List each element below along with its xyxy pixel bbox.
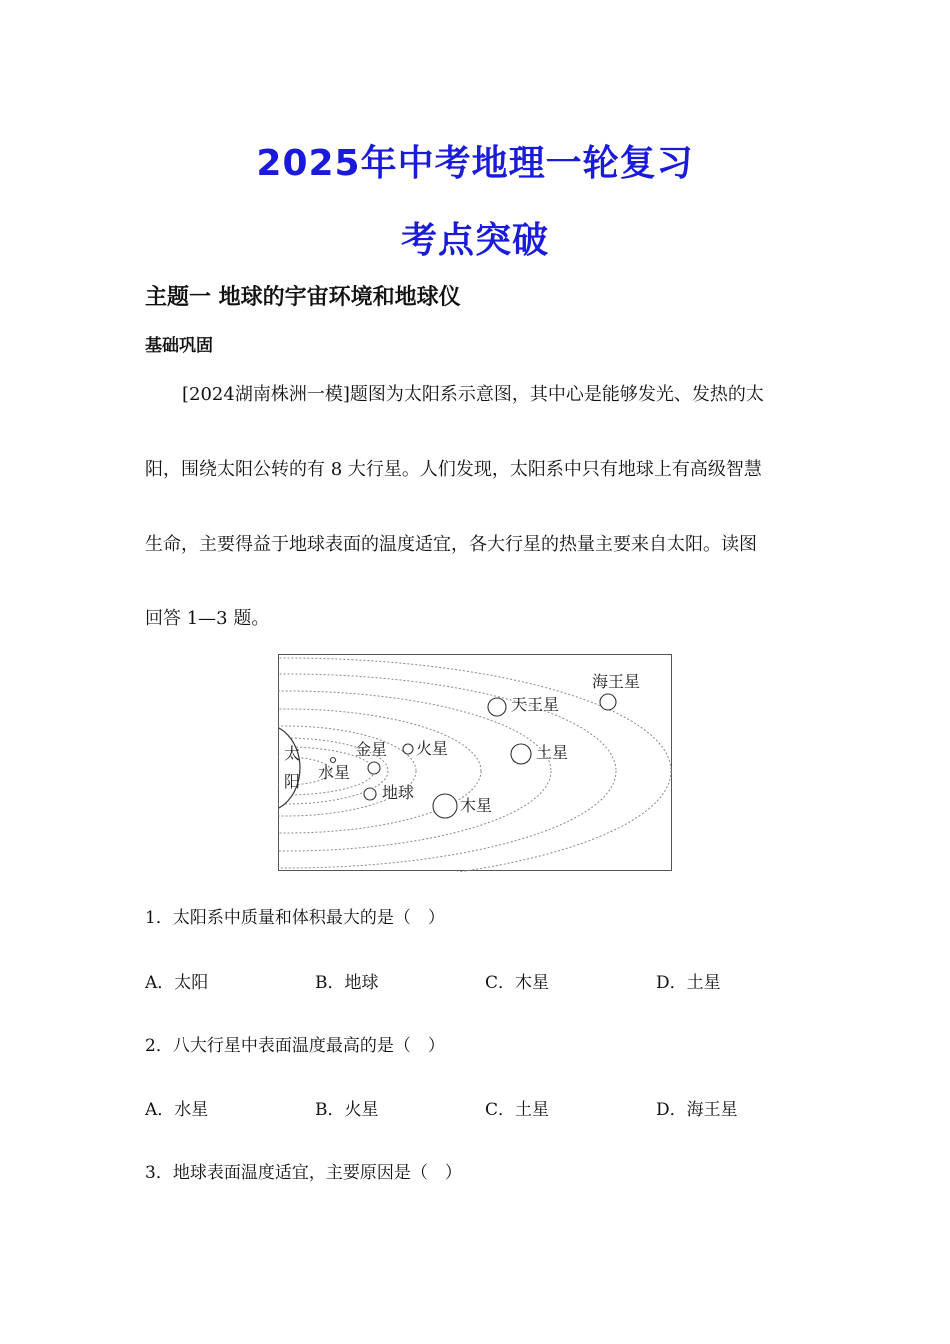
planet-mars [403,744,413,754]
question-2-stem: 2．八大行星中表面温度最高的是（ ） [145,1036,445,1056]
label-venus: 金星 [355,740,388,759]
question-1-option-a: A．太阳 [145,973,209,993]
label-neptune: 海王星 [592,672,641,691]
label-mars: 火星 [416,739,449,758]
question-2-option-a: A．水星 [145,1100,209,1120]
section-heading: 主题一 地球的宇宙环境和地球仪 [145,285,461,310]
question-1-option-d: D．土星 [656,973,721,993]
planet-venus [368,762,380,774]
solar-system-diagram [278,654,673,872]
planet-mercury [331,758,336,763]
question-1-option-b: B．地球 [315,973,379,993]
planet-jupiter [433,794,457,818]
question-2-option-b: B．火星 [315,1100,379,1120]
planet-earth [364,788,376,800]
intro-line-4: 回答 1—3 题。 [145,608,270,629]
sun-label-1: 太 [284,744,301,763]
planet-saturn [511,744,531,764]
label-mercury: 水星 [318,763,351,782]
document-subtitle: 考点突破 [400,220,549,261]
question-2-option-d: D．海王星 [656,1100,738,1120]
sun-label-2: 阳 [284,772,301,791]
label-uranus: 天王星 [511,695,560,714]
planet-neptune [600,694,616,710]
intro-line-1: [2024湖南株洲一模]题图为太阳系示意图，其中心是能够发光、发热的太 [182,384,764,405]
question-1-option-c: C．木星 [485,973,550,993]
intro-line-2: 阳，围绕太阳公转的有 8 大行星。人们发现，太阳系中只有地球上有高级智慧 [145,459,762,480]
label-saturn: 土星 [536,743,569,762]
planet-uranus [488,698,506,716]
intro-line-3: 生命，主要得益于地球表面的温度适宜，各大行星的热量主要来自太阳。读图 [145,534,757,555]
document-title: 2025年中考地理一轮复习 [256,143,694,184]
question-2-option-c: C．土星 [485,1100,550,1120]
section-subheading: 基础巩固 [145,336,213,356]
question-3-stem: 3．地球表面温度适宜，主要原因是（ ） [145,1163,462,1183]
label-jupiter: 木星 [460,796,493,815]
label-earth: 地球 [382,783,415,802]
question-1-stem: 1．太阳系中质量和体积最大的是（ ） [145,908,445,928]
